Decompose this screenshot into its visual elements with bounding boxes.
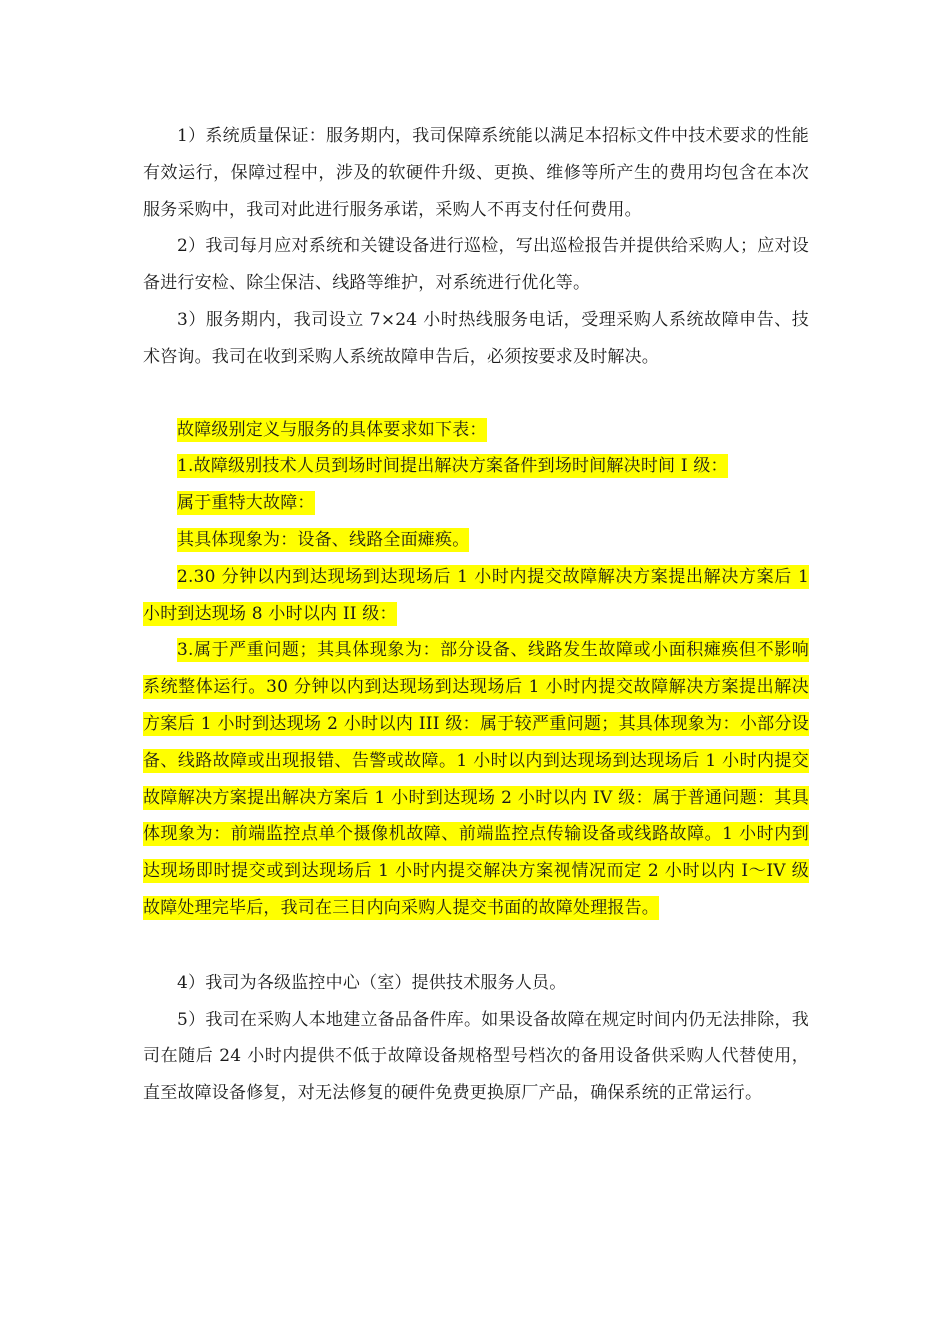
paragraph-3-hotline-service: 3）服务期内，我司设立 7×24 小时热线服务电话，受理采购人系统故障申告、技术咨询。我司在收到采购人系统故障申告后，必须按要求及时解决。 [143, 309, 809, 367]
fault-level-intro [143, 412, 809, 449]
fault-level-item-1 [143, 448, 809, 485]
fault-level-section [143, 412, 809, 927]
highlighted-text: 2.30 分钟以内到达现场到达现场后 1 小时内提交故障解决方案提出解决方案后 1 小时到达现场 8 小时以内 II 级： [143, 566, 809, 624]
fault-level-item-3 [143, 632, 809, 926]
fault-level-major [143, 485, 809, 522]
highlighted-text: 故障级别定义与服务的具体要求如下表： [177, 419, 487, 440]
highlighted-text: 3.属于严重问题；其具体现象为：部分设备、线路发生故障或小面积瘫痪但不影响系统整体运行。30 分钟以内到达现场到达现场后 1 小时内提交故障解决方案提出解决方案后 1 小时到达现场 2 小时以内 III 级：属于较严重问题；其具体现象为：小部分设备、线路故障或出现报错、告警或故障。1 小时以内到达现场到达现场后 1 小时内提交故障解决方案提出解决方案后 1 小时到达现场 2 小时以内 IV 级：属于普通问题：其具体现象为：前端监控点单个摄像机故障、前端监控点传输设备或线路故障。1 小时内到达现场即时提交或到达现场后 1 小时内提交解决方案视情况而定 2 小时以内 I～IV 级故障处理完毕后，我司在三日内向采购人提交书面的故障处理报告。 [143, 640, 809, 918]
document-body [143, 118, 809, 1112]
service-section-bottom [143, 965, 809, 1112]
highlighted-text: 1.故障级别技术人员到场时间提出解决方案备件到场时间解决时间 I 级： [177, 456, 728, 477]
fault-level-major-symptom [143, 522, 809, 559]
paragraph-1-quality-guarantee: 1）系统质量保证：服务期内，我司保障系统能以满足本招标文件中技术要求的性能有效运行，保障过程中，涉及的软硬件升级、更换、维修等所产生的费用均包含在本次服务采购中，我司对此进行服务承诺，采购人不再支付任何费用。 [143, 126, 809, 220]
highlighted-text: 属于重特大故障： [177, 493, 315, 514]
highlighted-text: 其具体现象为：设备、线路全面瘫痪。 [177, 529, 470, 550]
paragraph-2-monthly-inspection: 2）我司每月应对系统和关键设备进行巡检，写出巡检报告并提供给采购人；应对设备进行安检、除尘保洁、线路等维护，对系统进行优化等。 [143, 236, 809, 294]
fault-level-item-2 [143, 559, 809, 633]
paragraph-4-technical-staff: 4）我司为各级监控中心（室）提供技术服务人员。 [177, 972, 567, 993]
paragraph-5-spare-parts: 5）我司在采购人本地建立备品备件库。如果设备故障在规定时间内仍无法排除，我司在随后 24 小时内提供不低于故障设备规格型号档次的备用设备供采购人代替使用，直至故障设备修复，对无法修复的硬件免费更换原厂产品，确保系统的正常运行。 [143, 1009, 809, 1104]
